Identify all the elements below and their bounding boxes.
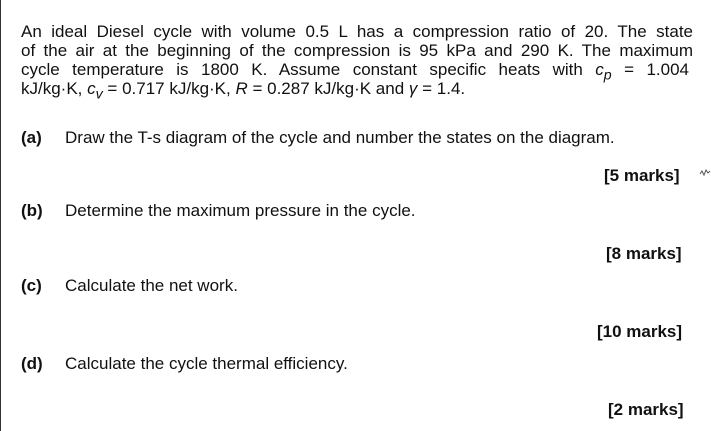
part-a: [21, 128, 615, 148]
cp-expression: [595, 60, 690, 84]
gamma-value: = 1.4.: [417, 79, 466, 98]
cv-value: = 0.717 kJ/kg·K,: [102, 79, 236, 98]
pen-mark-icon: [699, 167, 711, 177]
gamma-symbol: γ: [408, 79, 418, 98]
cp-value: = 1.004: [611, 60, 690, 79]
cv-subscript: v: [95, 86, 103, 103]
question-stem: [21, 22, 693, 103]
part-c: [21, 276, 238, 296]
r-symbol: R: [235, 79, 248, 98]
part-text: Draw the T-s diagram of the cycle and number the states on the diagram.: [65, 128, 615, 147]
part-label: (c): [21, 276, 42, 295]
part-d: [21, 354, 348, 374]
part-label: (d): [21, 354, 43, 373]
part-label: (a): [21, 128, 42, 147]
stem-line-2: of the air at the beginning of the compression is 95 kPa and 290 K. The maximum: [21, 41, 693, 60]
cp-symbol: c: [595, 60, 604, 79]
cp-subscript: p: [603, 67, 612, 84]
cv-symbol: c: [87, 79, 96, 98]
part-b-marks: [8 marks]: [606, 244, 682, 263]
part-c-marks: [10 marks]: [597, 322, 683, 341]
stem-line-4: [21, 79, 693, 103]
part-d-marks: [2 marks]: [608, 400, 684, 419]
part-a-marks: [5 marks]: [604, 166, 680, 185]
part-text: Calculate the cycle thermal efficiency.: [65, 354, 348, 373]
part-text: Determine the maximum pressure in the cycle.: [65, 201, 416, 220]
stem-line-3: [21, 60, 690, 84]
part-b: [21, 201, 416, 221]
r-value: = 0.287 kJ/kg·K and: [247, 79, 409, 98]
part-label: (b): [21, 201, 43, 220]
stem-line-3-text: cycle temperature is 1800 K. Assume constant specific heats with: [21, 60, 583, 79]
stem-line-4-unit: kJ/kg·K,: [21, 79, 88, 98]
stem-line-1: An ideal Diesel cycle with volume 0.5 L has a compression ratio of 20. The state: [21, 22, 693, 41]
part-text: Calculate the net work.: [65, 276, 238, 295]
